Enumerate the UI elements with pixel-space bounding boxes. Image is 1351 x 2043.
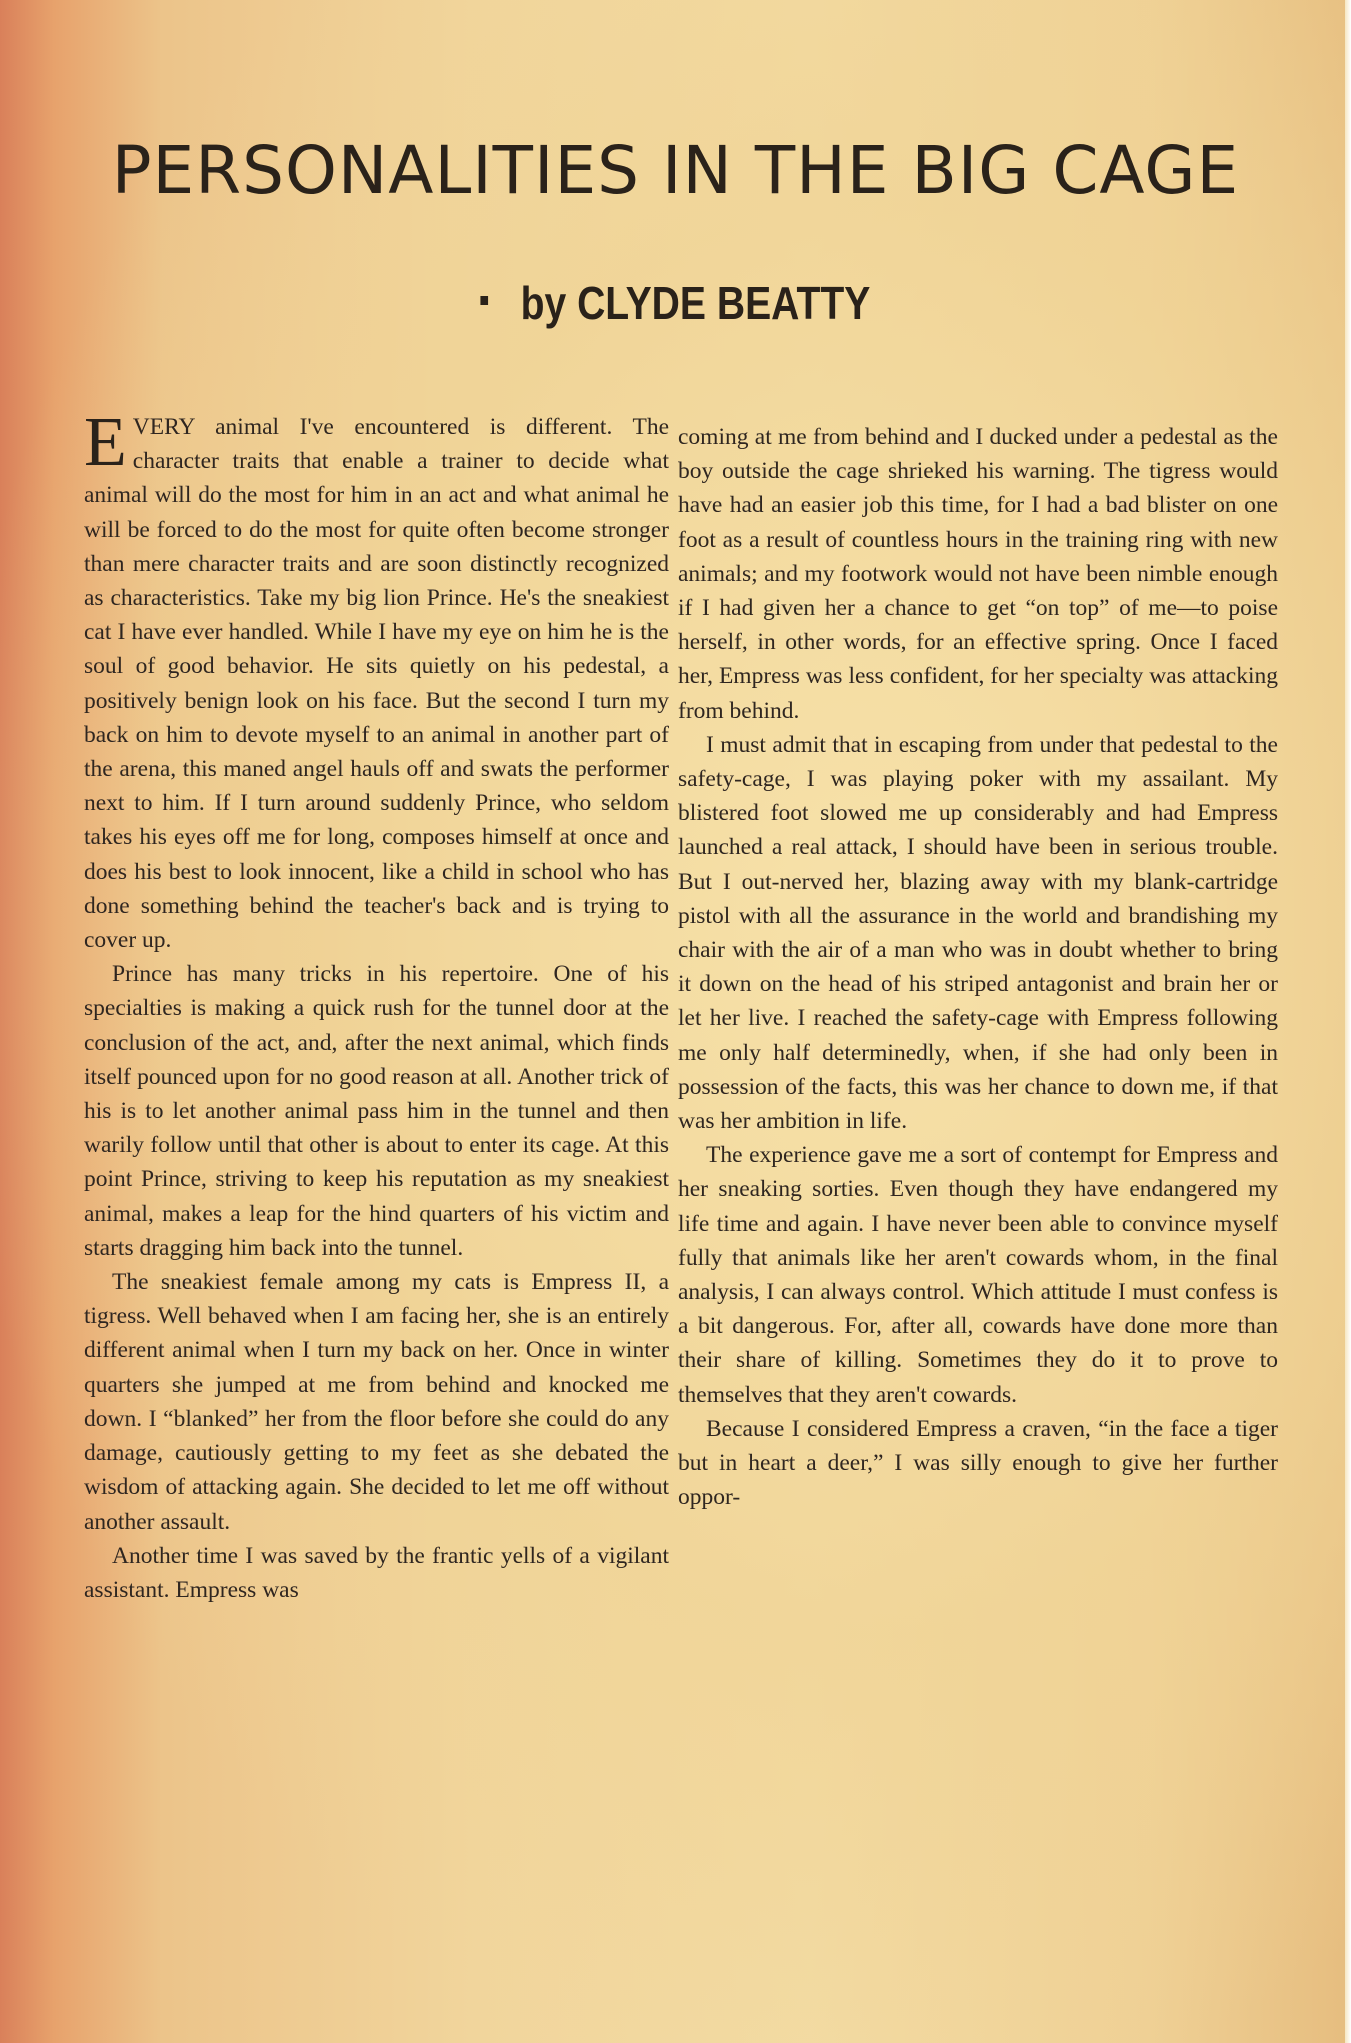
- paragraph-5: I must admit that in escaping from under that pedestal to the safety-cage, I was playing poker with my assailant. My blistered foot slowed me up considerably and had Empress launched a real attack, I should have been in serious trouble. But I out-nerved her, blazing away with my blank-cartridge pistol with all the assurance in the world and brandishing my chair with the air of a man who was in doubt whether to bring it down on the head of his striped antagonist and brain her or let her live. I reached the safety-cage with Empress following me only half determinedly, when, if she had only been in possession of the facts, this was her chance to down me, if that was her ambition in life.: [678, 731, 1278, 1135]
- paragraph-1-text: VERY animal I've encountered is different. The character traits that enable a trainer to decide what animal will do the most for him in an act and what animal he will be forced to do the most for quite often become stronger than mere character traits and are soon distinctly recognized as characteristics. Take my big lion Prince. He's the sneakiest cat I have ever handled. While I have my eye on him he is the soul of good behavior. He sits quietly on his pedestal, a positively benign look on his face. But the second I turn my back on him to devote myself to an animal in another part of the arena, this maned angel hauls off and swats the performer next to him. If I turn around suddenly Prince, who seldom takes his eyes off me for long, composes himself at once and does his best to look innocent, like a child in school who has done something behind the teacher's back and is trying to cover up.: [84, 414, 669, 954]
- article-title: PERSONALITIES IN THE BIG CAGE: [111, 132, 1240, 209]
- article-byline: by CLYDE BEATTY: [520, 277, 871, 329]
- right-column: [678, 420, 1278, 1515]
- paragraph-7: Because I considered Empress a craven, “in the face a tiger but in heart a deer,” I was silly enough to give her further oppor-: [678, 1415, 1278, 1511]
- paragraph-1: [84, 404, 669, 957]
- left-column: [84, 404, 669, 1607]
- paragraph-6: The experience gave me a sort of contempt for Empress and her sneaking sorties. Even though they have endangered my life time and again. I have never been able to convince myself fully that animals like her aren't cowards whom, in the final analysis, I can always control. Which attitude I must confess is a bit dangerous. For, after all, cowards have done more than their share of killing. Sometimes they do it to prove to themselves that they aren't cowards.: [678, 1142, 1278, 1408]
- page-edge: [1345, 0, 1351, 2043]
- paragraph-2: Prince has many tricks in his repertoire. One of his specialties is making a quick rush for the tunnel door at the conclusion of the act, and, after the next animal, which finds itself pounced upon for no good reason at all. Another trick of his is to let another animal pass him in the tunnel and then warily follow until that other is about to enter its cage. At this point Prince, striving to keep his reputation as my sneakiest animal, makes a leap for the hind quarters of his victim and starts dragging him back into the tunnel.: [84, 961, 669, 1261]
- paragraph-4: Another time I was saved by the frantic yells of a vigilant assistant. Empress was: [84, 1542, 669, 1603]
- paragraph-3: The sneakiest female among my cats is Empress II, a tigress. Well behaved when I am facing her, she is an entirely different animal when I turn my back on her. Once in winter quarters she jumped at me from behind and knocked me down. I “blanked” her from the floor before she could do any damage, cautiously getting to my feet as she debated the wisdom of attacking again. She decided to let me off without another assault.: [84, 1269, 669, 1535]
- paragraph-4-continued: coming at me from behind and I ducked under a pedestal as the boy outside the cage shrieked his warning. The tigress would have had an easier job this time, for I had a bad blister on one foot as a result of countless hours in the training ring with new animals; and my footwork would not have been nimble enough if I had given her a chance to get “on top” of me—to poise herself, in other words, for an effective spring. Once I faced her, Empress was less confident, for her specialty was attacking from behind.: [678, 424, 1278, 724]
- byline-bullet: [481, 296, 489, 305]
- byline-row: [101, 277, 1249, 329]
- drop-cap: E: [84, 404, 127, 481]
